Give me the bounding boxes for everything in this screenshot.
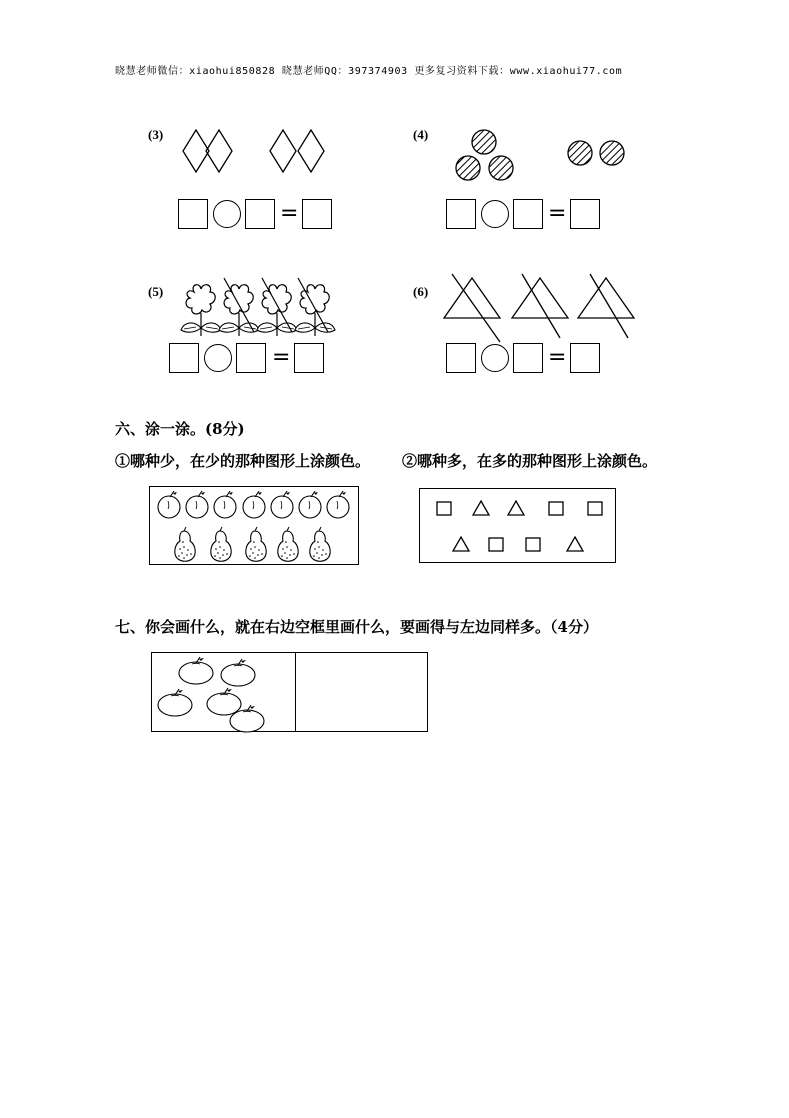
problem-4-label: (4) <box>413 127 429 142</box>
triangles-picture <box>440 272 640 344</box>
section-6-question-1: ①哪种少，在少的那种图形上涂颜色。 <box>115 452 371 470</box>
answer-box[interactable] <box>178 199 208 229</box>
section-7-title: 七、你会画什么，就在右边空框里画什么，要画得与左边同样多。（4分） <box>115 618 598 636</box>
flowers-picture <box>176 276 336 338</box>
page-header: 晓慧老师微信：xiaohui850828 晓慧老师QQ：397374903 更多复习资料下载：www.xiaohui77.com <box>115 66 623 77</box>
answer-box[interactable] <box>302 199 332 229</box>
squares-triangles-picture <box>420 489 615 562</box>
hatched-circles-picture <box>450 128 630 188</box>
equals-sign: = <box>272 345 291 370</box>
operator-circle[interactable] <box>213 200 241 228</box>
equals-sign: = <box>548 201 567 226</box>
problem-3-label: (3) <box>148 127 164 142</box>
answer-box[interactable] <box>513 343 543 373</box>
section-6-title: 六、涂一涂。(8分) <box>115 420 245 438</box>
operator-circle[interactable] <box>481 200 509 228</box>
operator-circle[interactable] <box>481 344 509 372</box>
answer-box[interactable] <box>446 199 476 229</box>
problem-6-label: (6) <box>413 284 429 299</box>
answer-box[interactable] <box>169 343 199 373</box>
answer-box[interactable] <box>245 199 275 229</box>
answer-box[interactable] <box>513 199 543 229</box>
diamonds-picture <box>180 128 330 176</box>
apples-pears-picture <box>150 487 358 565</box>
answer-box[interactable] <box>446 343 476 373</box>
equals-sign: = <box>548 345 567 370</box>
drawing-answer-box[interactable] <box>295 652 428 732</box>
section-6-question-2: ②哪种多，在多的那种图形上涂颜色。 <box>402 452 658 470</box>
operator-circle[interactable] <box>204 344 232 372</box>
problem-5-label: (5) <box>148 284 164 299</box>
answer-box[interactable] <box>236 343 266 373</box>
equals-sign: = <box>280 201 299 226</box>
answer-box[interactable] <box>294 343 324 373</box>
answer-box[interactable] <box>570 199 600 229</box>
answer-box[interactable] <box>570 343 600 373</box>
apples-example-picture <box>152 653 294 731</box>
